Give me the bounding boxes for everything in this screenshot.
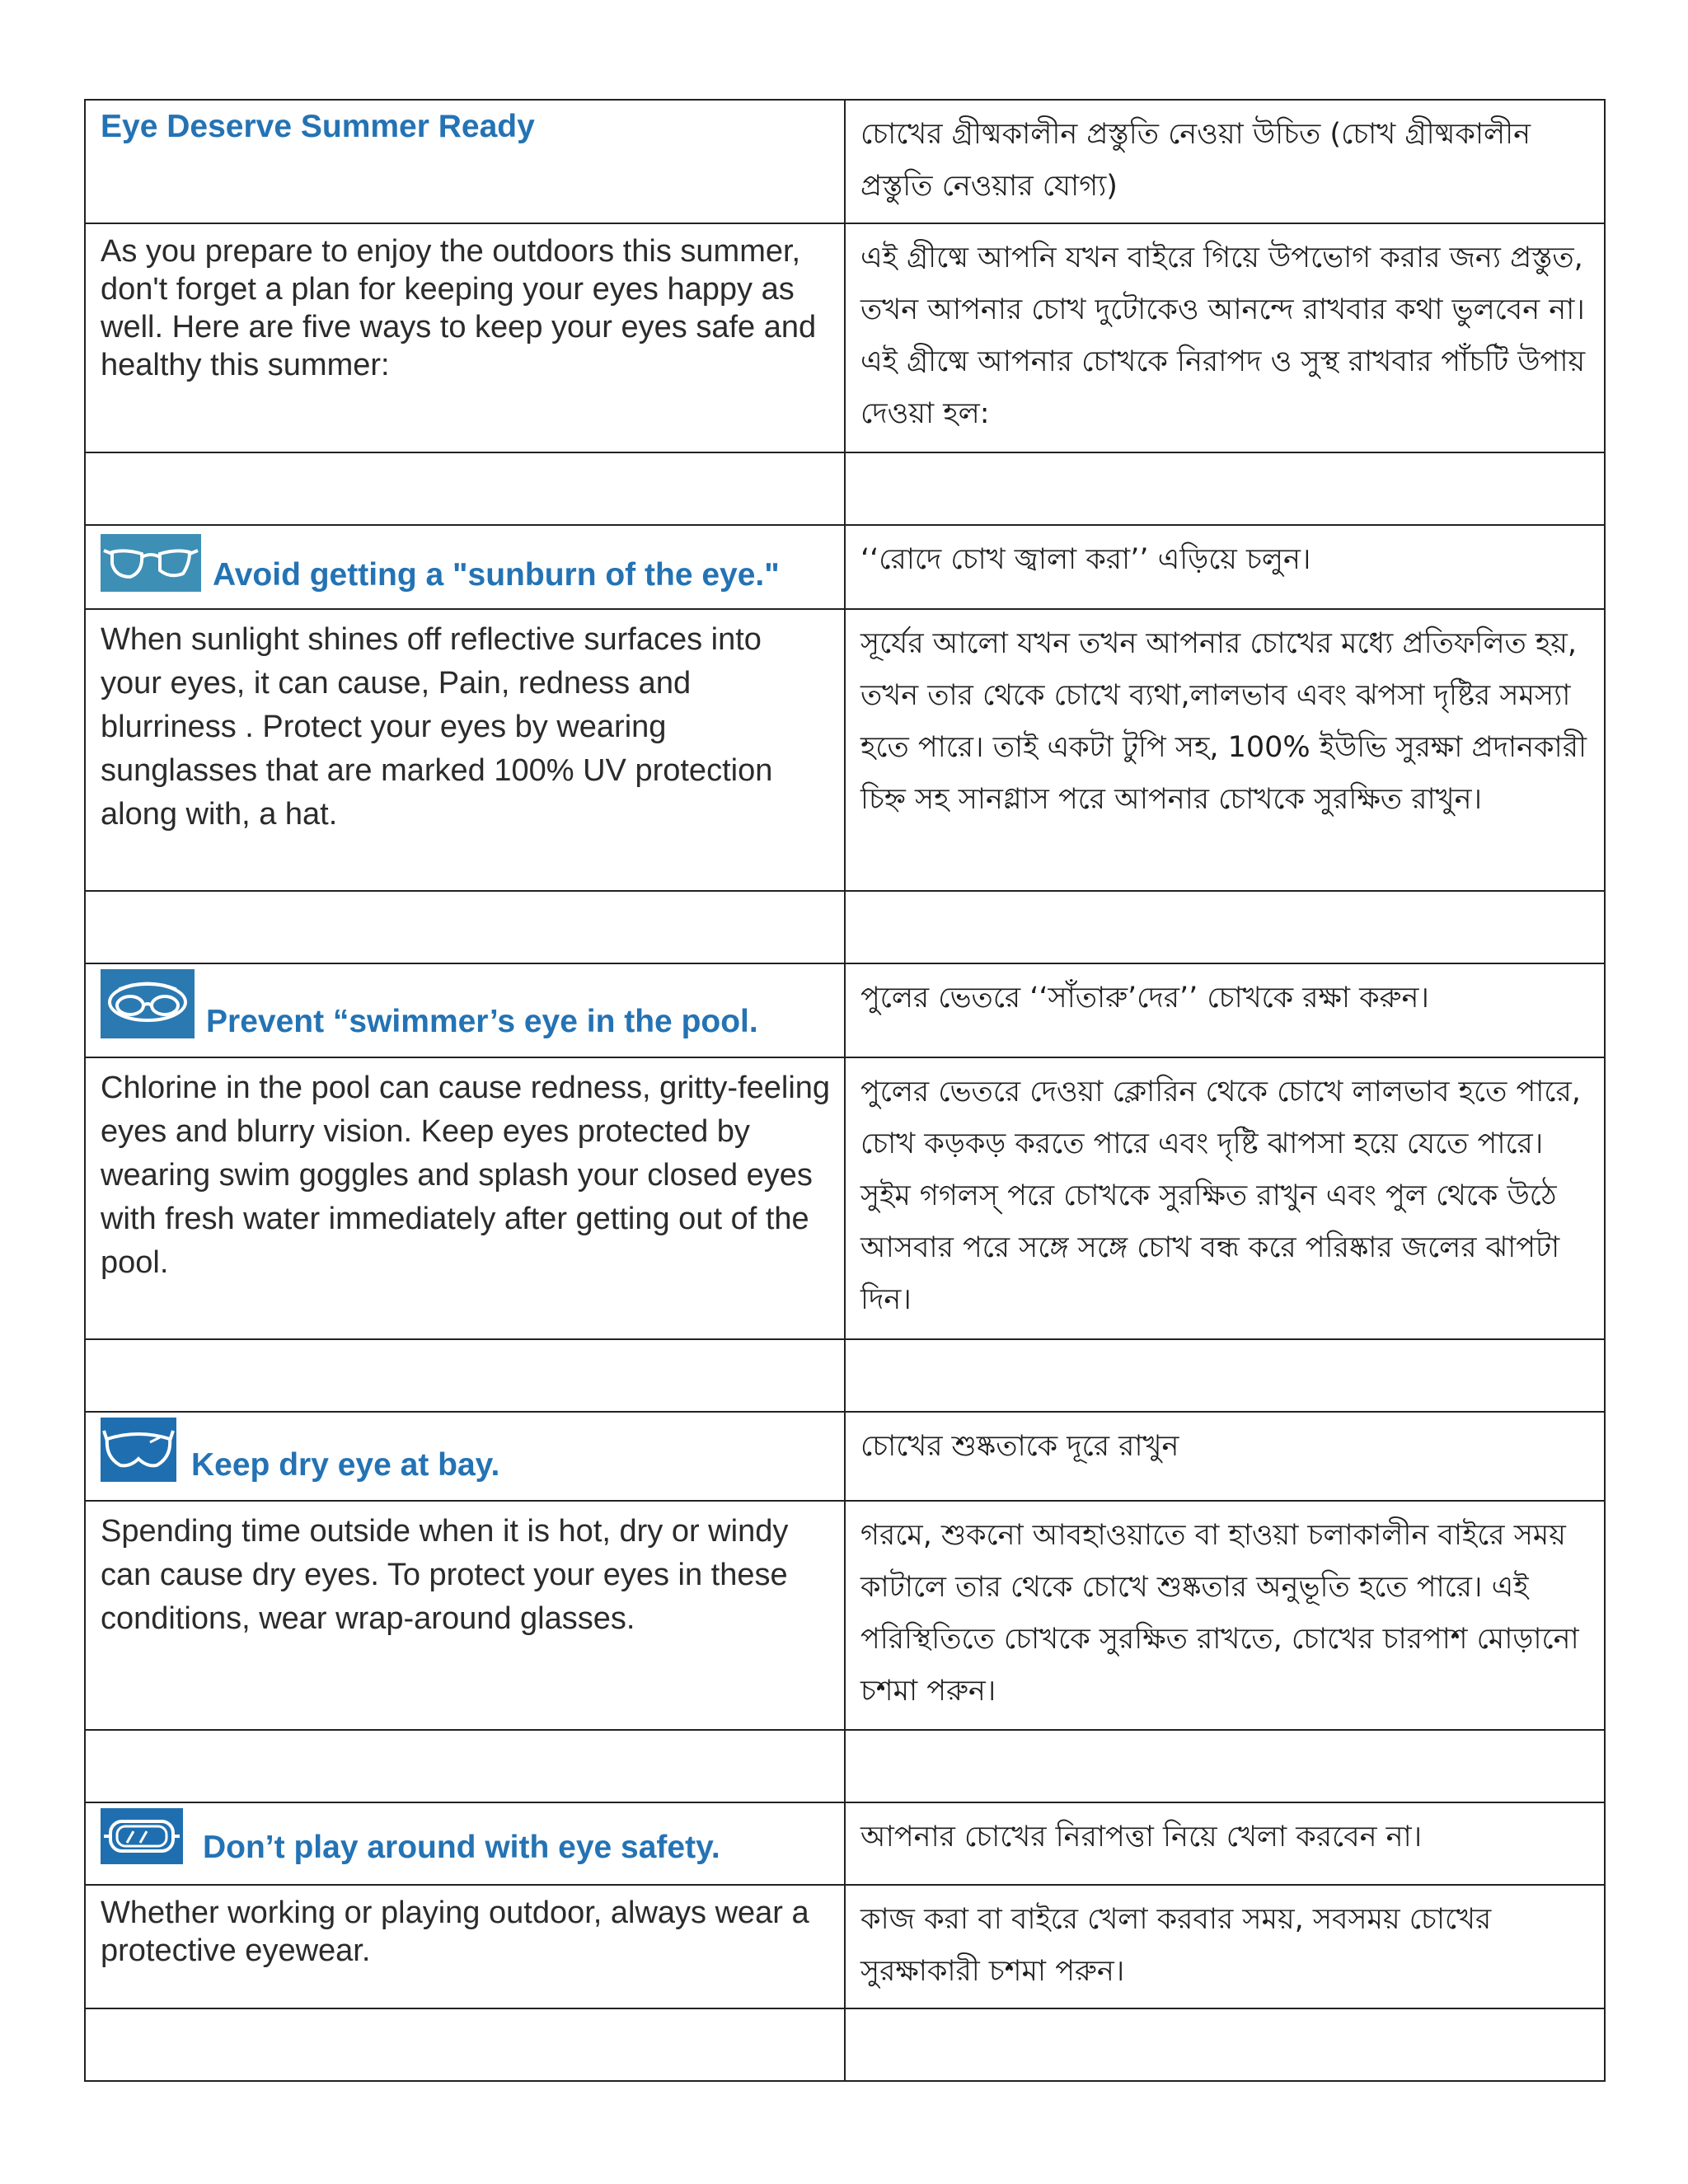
spacer-row [85,2008,1605,2081]
title-en: Eye Deserve Summer Ready [101,109,535,144]
empty-cell [85,891,845,963]
swim-goggles-icon [101,969,195,1038]
tip-body-en: Chlorine in the pool can cause redness, gritty-feeling eyes and blurry vision. Keep eyes protected by wearing swim goggles and splash your closed eyes with fresh water immediately after getting out of the pool. [101,1071,831,1280]
tip-body-bn-cell [845,1885,1605,2008]
tip-heading-row [85,525,1605,609]
bilingual-table [84,99,1606,2082]
spacer-row [85,891,1605,963]
tip-heading-bn: আপনার চোখের নিরাপত্তা নিয়ে খেলা করবেন না। [860,1821,1423,1854]
tip-body-en-cell [85,1057,845,1339]
tip-body-bn: সূর্যের আলো যখন তখন আপনার চোখের মধ্যে প্রতিফলিত হয়, তখন তার থেকে চোখে ব্যথা,লালভাব এবং ঝপসা দৃষ্টির সমস্যা হতে পারে। তাই একটা টুপি সহ, 100% ইউভি সুরক্ষা প্রদানকারী চিহ্ন সহ সানগ্লাস পরে আপনার চোখকে সুরক্ষিত রাখুন। [860,627,1587,816]
tip-body-en-cell [85,609,845,891]
empty-cell [845,1339,1605,1412]
intro-bn: এই গ্রীষ্মে আপনি যখন বাইরে গিয়ে উপভোগ করার জন্য প্রস্তুত, তখন আপনার চোখ দুটোকেও আনন্দে রাখবার কথা ভুলবেন না। এই গ্রীষ্মে আপনার চোখকে নিরাপদ ও সুস্থ রাখবার পাঁচটি উপায় দেওয়া হল: [860,241,1586,430]
tip-heading-en: Prevent “swimmer’s eye in the pool. [206,1004,758,1039]
title-row [85,100,1605,223]
empty-cell [85,2008,845,2081]
tip-body-bn-cell [845,609,1605,891]
title-bn-cell [845,100,1605,223]
empty-cell [845,452,1605,525]
tip-heading-bn: পুলের ভেতরে ‘‘সাঁতারু’দের’’ চোখকে রক্ষা করুন। [860,982,1429,1015]
tip-heading-row [85,1412,1605,1501]
spacer-row [85,452,1605,525]
tip-body-en-cell [85,1501,845,1730]
tip-heading-bn-cell [845,1802,1605,1885]
title-en-cell [85,100,845,223]
intro-row [85,223,1605,452]
tip-heading-bn-cell [845,525,1605,609]
empty-cell [845,2008,1605,2081]
safety-goggles-icon [101,1808,183,1864]
tip-heading-row [85,1802,1605,1885]
tip-body-en: Whether working or playing outdoor, always wear a protective eyewear. [101,1896,809,1968]
tip-body-en: When sunlight shines off reflective surfaces into your eyes, it can cause, Pain, redness and blurriness . Protect your eyes by wearing sunglasses that are marked 100% UV protection along with, a hat. [101,622,773,832]
tip-heading-en-cell [85,525,845,609]
tip-heading-bn-cell [845,963,1605,1057]
intro-en: As you prepare to enjoy the outdoors this summer, don't forget a plan for keeping your eyes happy as well. Here are five ways to keep your eyes safe and healthy this summer: [101,234,817,382]
tip-heading-bn: চোখের শুষ্কতাকে দূরে রাখুন [860,1430,1179,1463]
wraparound-glasses-icon [101,1418,176,1482]
tip-heading-row [85,963,1605,1057]
empty-cell [85,452,845,525]
tip-heading-en-cell [85,963,845,1057]
tip-body-en-cell [85,1885,845,2008]
tip-body-bn: গরমে, শুকনো আবহাওয়াতে বা হাওয়া চলাকালীন বাইরে সময় কাটালে তার থেকে চোখে শুষ্কতার অনুভূতি হতে পারে। এই পরিস্থিতিতে চোখকে সুরক্ষিত রাখতে, চোখের চারপাশ মোড়ানো চশমা পরুন। [860,1519,1579,1708]
title-bn: চোখের গ্রীষ্মকালীন প্রস্তুতি নেওয়া উচিত (চোখ গ্রীষ্মকালীন প্রস্তুতি নেওয়ার যোগ্য) [860,118,1531,203]
empty-cell [845,891,1605,963]
tip-body-bn: পুলের ভেতরে দেওয়া ক্লোরিন থেকে চোখে লালভাব হতে পারে, চোখ কড়কড় করতে পারে এবং দৃষ্টি ঝাপসা হয়ে যেতে পারে। সুইম গগলস্ পরে চোখকে সুরক্ষিত রাখুন এবং পুল থেকে উঠে আসবার পরে সঙ্গে সঙ্গে চোখ বন্ধ করে পরিষ্কার জলের ঝাপটা দিন। [860,1076,1581,1316]
intro-bn-cell [845,223,1605,452]
tip-body-row [85,609,1605,891]
sunglasses-icon [101,534,201,592]
tip-body-en: Spending time outside when it is hot, dry or windy can cause dry eyes. To protect your eyes in these conditions, wear wrap-around glasses. [101,1514,789,1636]
tip-body-bn-cell [845,1057,1605,1339]
empty-cell [85,1730,845,1802]
tip-body-bn-cell [845,1501,1605,1730]
intro-en-cell [85,223,845,452]
tip-body-bn: কাজ করা বা বাইরে খেলা করবার সময়, সবসময় চোখের সুরক্ষাকারী চশমা পরুন। [860,1903,1492,1988]
tip-heading-en: Don’t play around with eye safety. [203,1830,720,1865]
tip-body-row [85,1885,1605,2008]
tip-body-row [85,1057,1605,1339]
spacer-row [85,1730,1605,1802]
empty-cell [85,1339,845,1412]
spacer-row [85,1339,1605,1412]
tip-heading-en: Keep dry eye at bay. [191,1447,500,1483]
tip-heading-bn-cell [845,1412,1605,1501]
tip-body-row [85,1501,1605,1730]
tip-heading-en-cell [85,1802,845,1885]
empty-cell [845,1730,1605,1802]
tip-heading-en: Avoid getting a "sunburn of the eye." [213,557,780,593]
tip-heading-en-cell [85,1412,845,1501]
tip-heading-bn: ‘‘রোদে চোখ জ্বালা করা’’ এড়িয়ে চলুন। [860,543,1311,576]
